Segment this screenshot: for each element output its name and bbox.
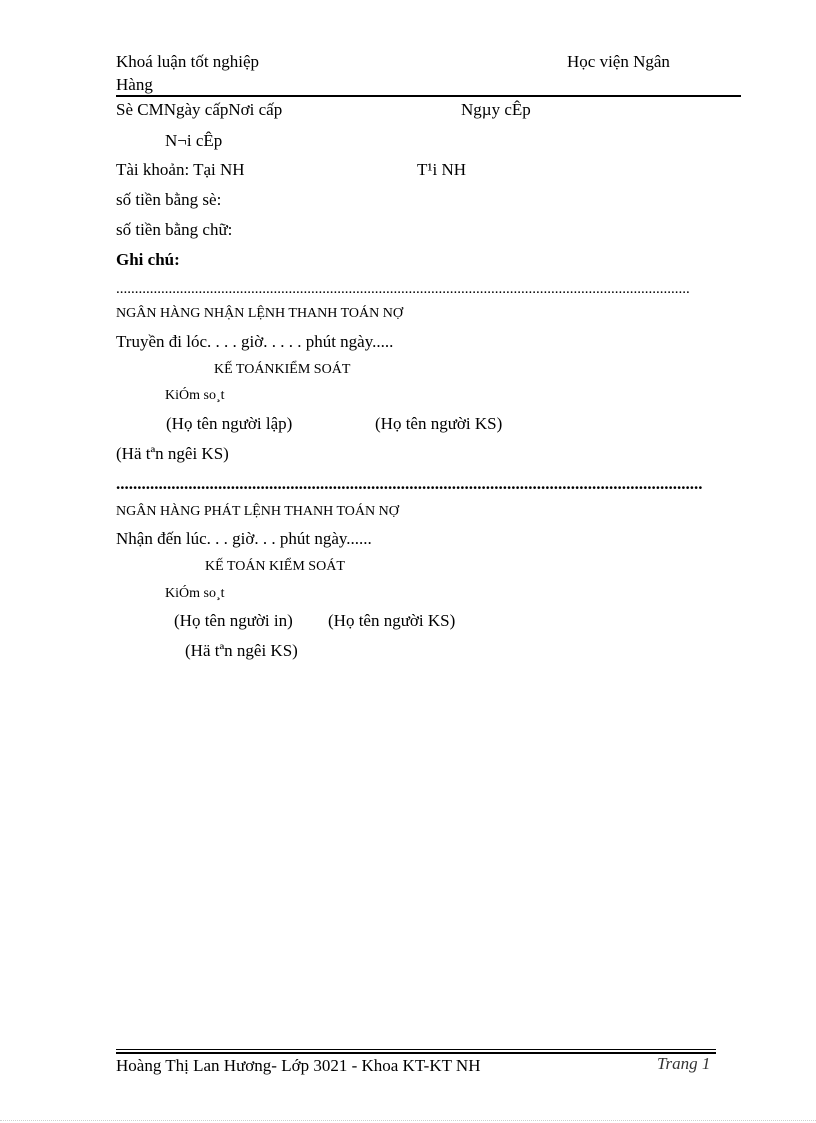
footer-page-number: Trang 1 — [657, 1054, 711, 1073]
note-label: Ghi chú: — [116, 250, 180, 269]
account-line: Tài khoản: Tại NH — [116, 160, 245, 179]
issue-section-title: NGÂN HÀNG PHÁT LỆNH THANH TOÁN NỢ — [116, 504, 399, 519]
receive-section-title: NGÂN HÀNG NHẬN LỆNH THANH TOÁN NỢ — [116, 306, 403, 321]
signature-garbled: (Hä tªn ngêi KS) — [185, 641, 298, 660]
header-right: Học viện Ngân — [567, 52, 670, 71]
signature-printer: (Họ tên người in) — [174, 611, 293, 630]
signature-garbled: (Hä tªn ngêi KS) — [116, 444, 229, 463]
header-left-line1: Khoá luận tốt nghiệp — [116, 52, 260, 71]
roles-line: KẾ TOÁN KIỂM SOÁT — [205, 559, 345, 574]
issue-place-label: N¬i cÊp — [165, 131, 223, 150]
section-separator-bold: .......................................................................................................................................... — [116, 474, 703, 493]
received-time-line: Nhận đến lúc. . . giờ. . . phút ngày...... — [116, 529, 372, 548]
footer-author: Hoàng Thị Lan Hương- Lớp 3021 - Khoa KT-KT NH — [116, 1056, 481, 1075]
section-separator: ......................................................................................................................................................... — [116, 281, 690, 297]
sent-time-line: Truyền đi lóc. . . . giờ. . . . . phút ngày..... — [116, 332, 394, 351]
header-rule — [116, 95, 741, 97]
page-bottom-edge — [0, 1120, 816, 1121]
header-left-line2: Hàng — [116, 75, 153, 94]
amount-numbers-label: số tiền bằng sè: — [116, 190, 222, 209]
signature-controller: (Họ tên người KS) — [375, 414, 503, 433]
amount-words-label: số tiền bằng chữ: — [116, 220, 233, 239]
account-bank-label: T¹i NH — [417, 160, 467, 179]
signature-controller: (Họ tên người KS) — [328, 611, 456, 630]
control-label: KiÓm so¸t — [165, 388, 225, 403]
footer-rule-top — [116, 1049, 716, 1050]
signature-preparer: (Họ tên người lập) — [166, 414, 293, 433]
roles-line: KẾ TOÁNKIỂM SOÁT — [214, 362, 351, 377]
footer-rule-bottom — [116, 1052, 716, 1054]
control-label: KiÓm so¸t — [165, 586, 225, 601]
id-number-line: Sè CMNgày cấpNơi cấp — [116, 100, 283, 119]
id-date-label: Ngµy cÊp — [461, 100, 531, 119]
